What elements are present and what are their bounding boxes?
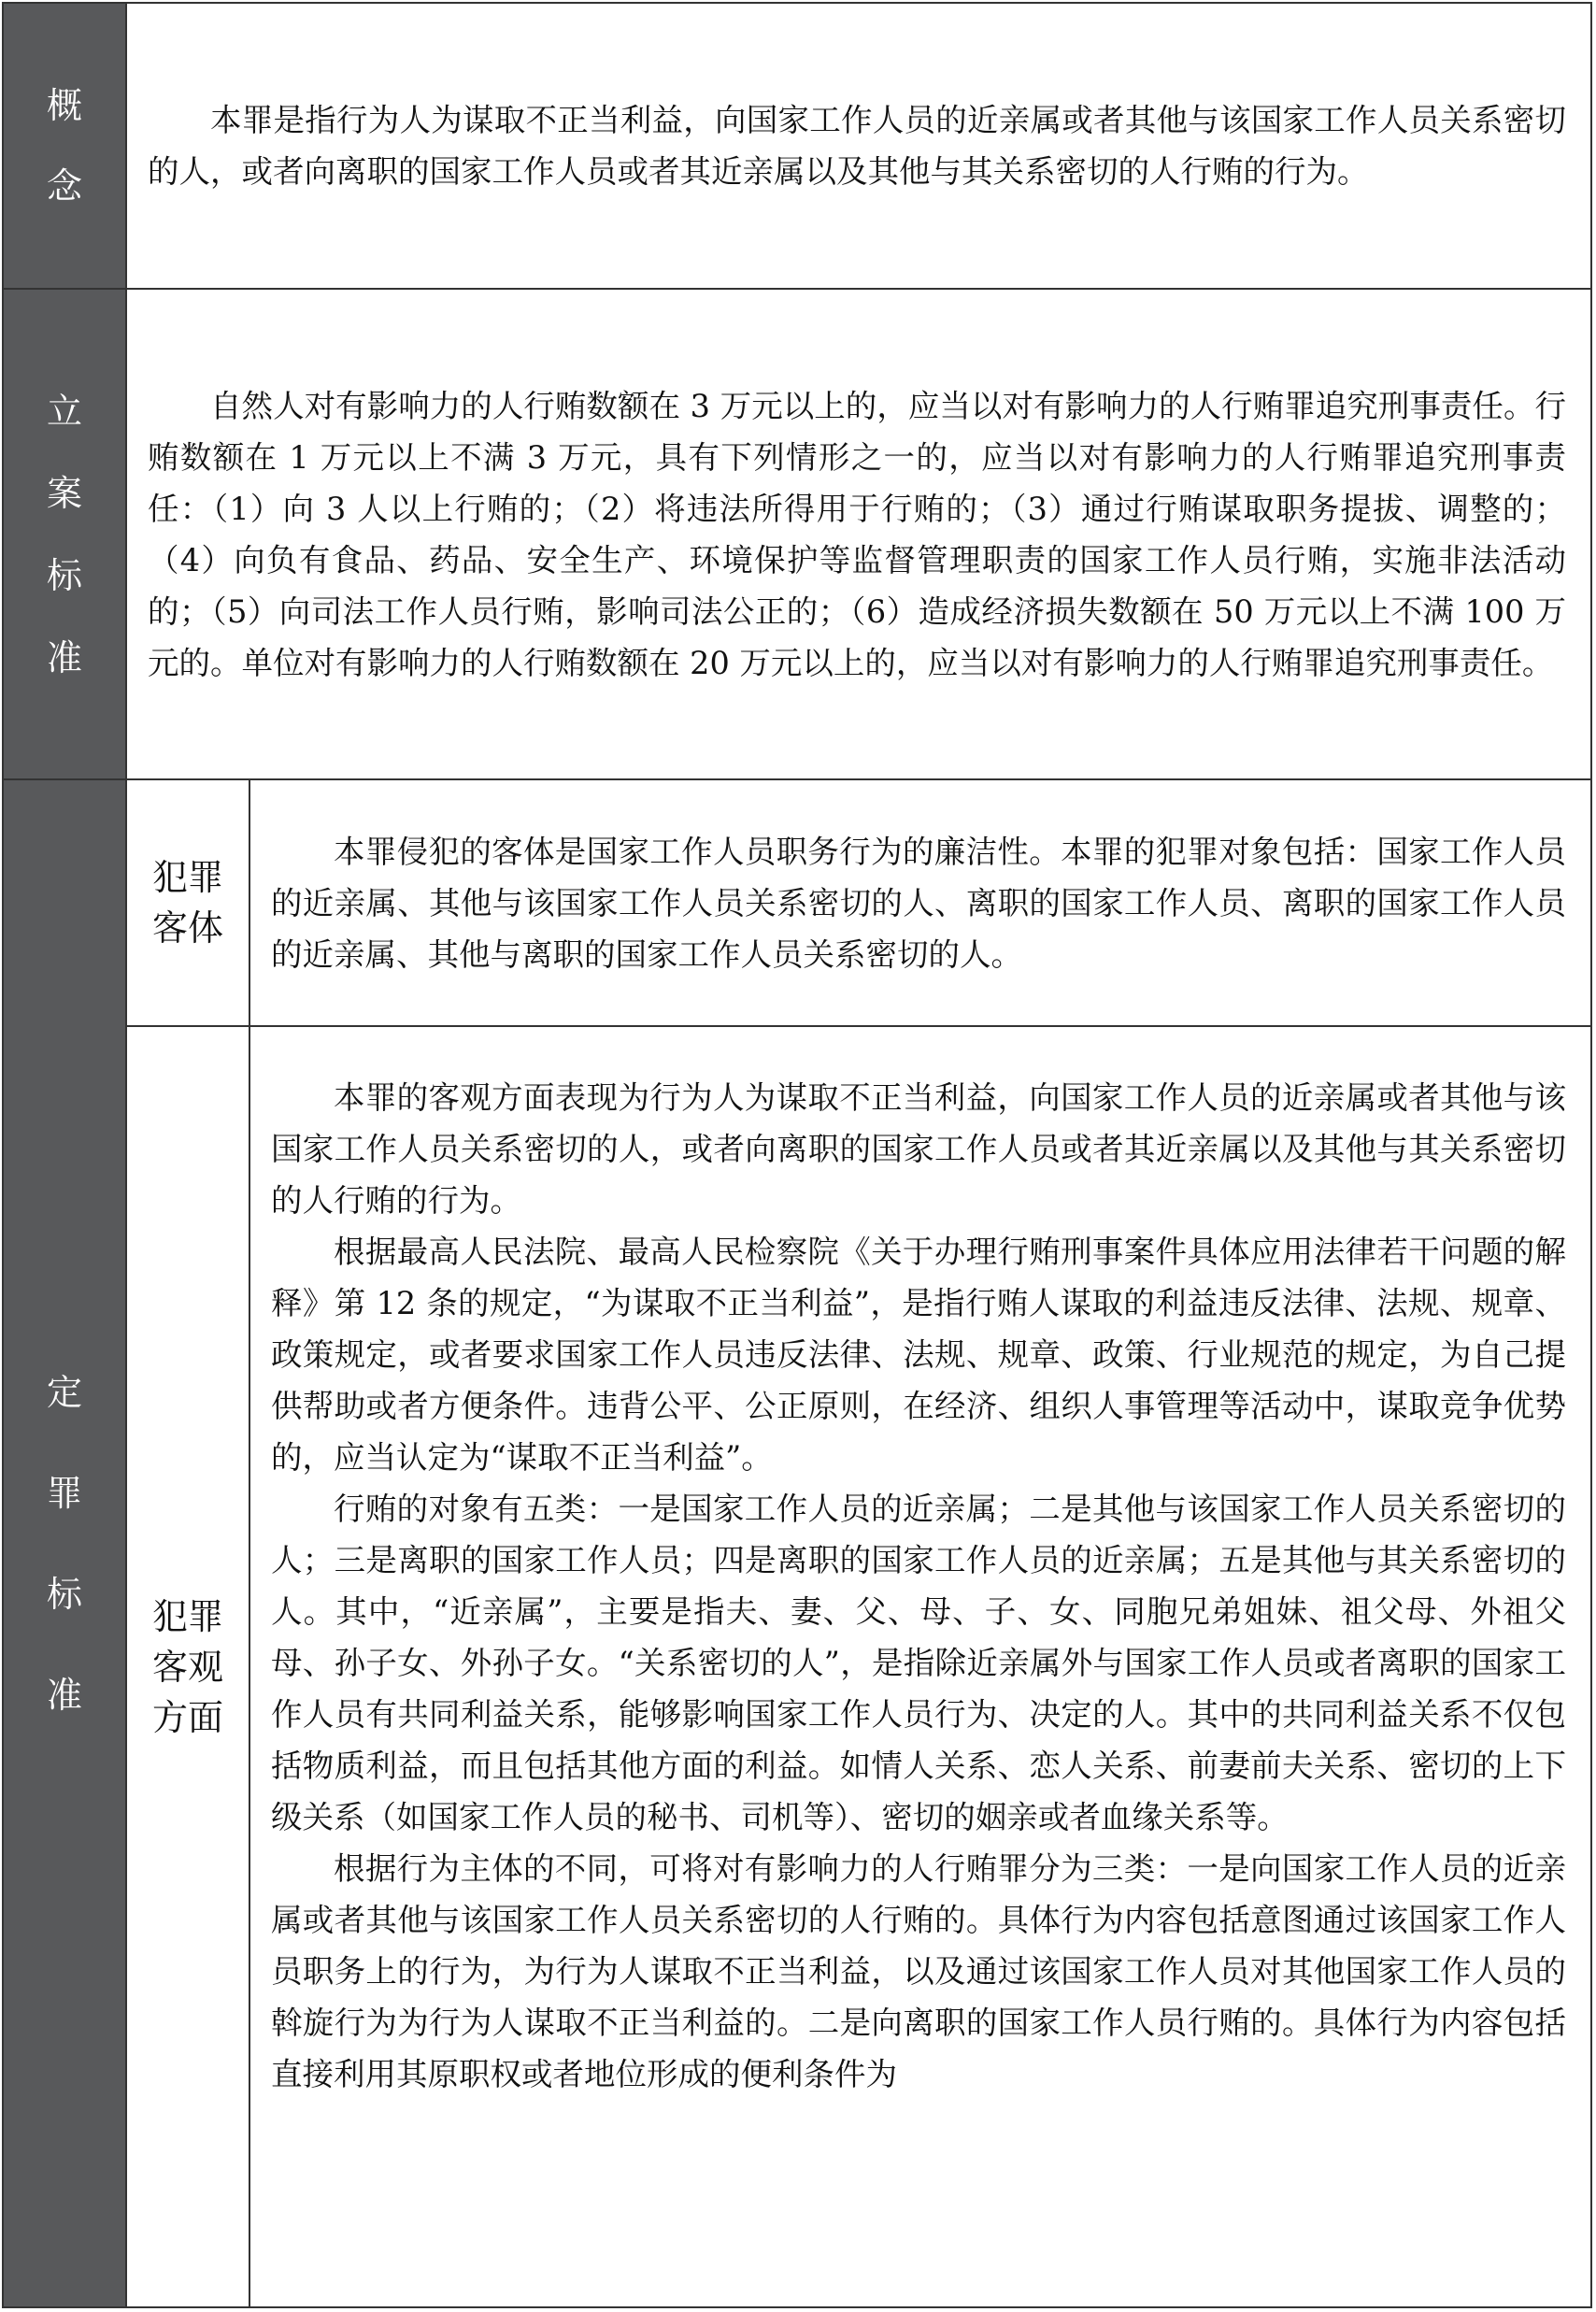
crime-object-label [127, 780, 250, 1025]
crime-object-content [250, 780, 1590, 1025]
concept-label-char: 概 [46, 85, 82, 126]
crime-object-label-line: 客体 [151, 907, 223, 949]
conviction-label-char: 标 [46, 1573, 82, 1615]
crime-objective-paragraph: 本罪的客观方面表现为行为人为谋取不正当利益，向国家工作人员的近亲属或者其他与该国家工作人员关系密切的人，或者向离职的国家工作人员或者其近亲属以及其他与其关系密切的人行贿的行为。 [271, 1079, 1566, 1219]
filing-label [4, 290, 127, 778]
filing-label-char: 案 [46, 472, 82, 514]
crime-object-text: 本罪侵犯的客体是国家工作人员职务行为的廉洁性。本罪的犯罪对象包括：国家工作人员的近亲属、其他与该国家工作人员关系密切的人、离职的国家工作人员、离职的国家工作人员的近亲属、其他与离职的国家工作人员关系密切的人。 [271, 833, 1566, 973]
crime-objective-paragraph: 根据行为主体的不同，可将对有影响力的人行贿罪分为三类：一是向国家工作人员的近亲属或者其他与该国家工作人员关系密切的人行贿的。具体行为内容包括意图通过该国家工作人员职务上的行为，为行为人谋取不正当利益，以及通过该国家工作人员对其他国家工作人员的斡旋行为为行为人谋取不正当利益的。二是向离职的国家工作人员行贿的。具体行为内容包括直接利用其原职权或者地位形成的便利条件为 [271, 1850, 1566, 2092]
filing-text: 自然人对有影响力的人行贿数额在 3 万元以上的，应当以对有影响力的人行贿罪追究刑事责任。行贿数额在 1 万元以上不满 3 万元，具有下列情形之一的，应当以对有影响力的人行贿罪追究刑事责任：（1）向 3 人以上行贿的；（2）将违法所得用于行贿的；（3）通过行贿谋取职务提拔、调整的；（4）向负有食品、药品、安全生产、环境保护等监督管理职责的国家工作人员行贿，实施非法活动的；（5）向司法工作人员行贿，影响司法公正的；（6）造成经济损失数额在 50 万元以上不满 100 万元的。单位对有影响力的人行贿数额在 20 万元以上的，应当以对有影响力的人行贿罪追究刑事责任。 [148, 387, 1566, 681]
crime-objective-label-line: 客观 [151, 1646, 223, 1688]
crime-objective-row [127, 1027, 1590, 2306]
crime-objective-paragraph: 行贿的对象有五类：一是国家工作人员的近亲属；二是其他与该国家工作人员关系密切的人；三是离职的国家工作人员；四是离职的国家工作人员的近亲属；五是其他与其关系密切的人。其中，“近亲属”，主要是指夫、妻、父、母、子、女、同胞兄弟姐妹、祖父母、外祖父母、孙子女、外孙子女。“关系密切的人”，是指除近亲属外与国家工作人员或者离职的国家工作人员有共同利益关系，能够影响国家工作人员行为、决定的人。其中的共同利益关系不仅包括物质利益，而且包括其他方面的利益。如情人关系、恋人关系、前妻前夫关系、密切的上下级关系（如国家工作人员的秘书、司机等）、密切的姻亲或者血缘关系等。 [271, 1491, 1566, 1835]
filing-label-char: 准 [46, 636, 82, 678]
crime-objective-paragraph: 根据最高人民法院、最高人民检察院《关于办理行贿刑事案件具体应用法律若干问题的解释》第 12 条的规定，“为谋取不正当利益”，是指行贿人谋取的利益违反法律、法规、规章、政策规定，或者要求国家工作人员违反法律、法规、规章、政策、行业规范的规定，为自己提供帮助或者方便条件。违背公平、公正原则，在经济、组织人事管理等活动中，谋取竞争优势的，应当认定为“谋取不正当利益”。 [271, 1234, 1566, 1476]
conviction-label-char: 罪 [46, 1472, 82, 1514]
crime-objective-label [127, 1027, 250, 2306]
concept-section [4, 4, 1590, 290]
conviction-section [4, 780, 1590, 2306]
filing-label-char: 立 [46, 390, 82, 432]
crime-objective-content [250, 1027, 1590, 2306]
crime-objective-label-line: 犯罪 [151, 1595, 223, 1637]
concept-label-char: 念 [46, 165, 82, 207]
crime-object-row [127, 780, 1590, 1027]
crime-object-label-line: 犯罪 [151, 857, 223, 898]
filing-label-char: 标 [46, 554, 82, 596]
concept-text: 本罪是指行为人为谋取不正当利益，向国家工作人员的近亲属或者其他与该国家工作人员关系密切的人，或者向离职的国家工作人员或者其近亲属以及其他与其关系密切的人行贿的行为。 [148, 102, 1566, 190]
law-table [2, 2, 1592, 2308]
concept-content [127, 4, 1590, 288]
crime-objective-label-line: 方面 [151, 1696, 223, 1738]
filing-content [127, 290, 1590, 778]
conviction-label-char: 准 [46, 1674, 82, 1716]
conviction-label [4, 780, 127, 2306]
conviction-label-char: 定 [46, 1371, 82, 1413]
filing-section [4, 290, 1590, 780]
concept-label [4, 4, 127, 288]
